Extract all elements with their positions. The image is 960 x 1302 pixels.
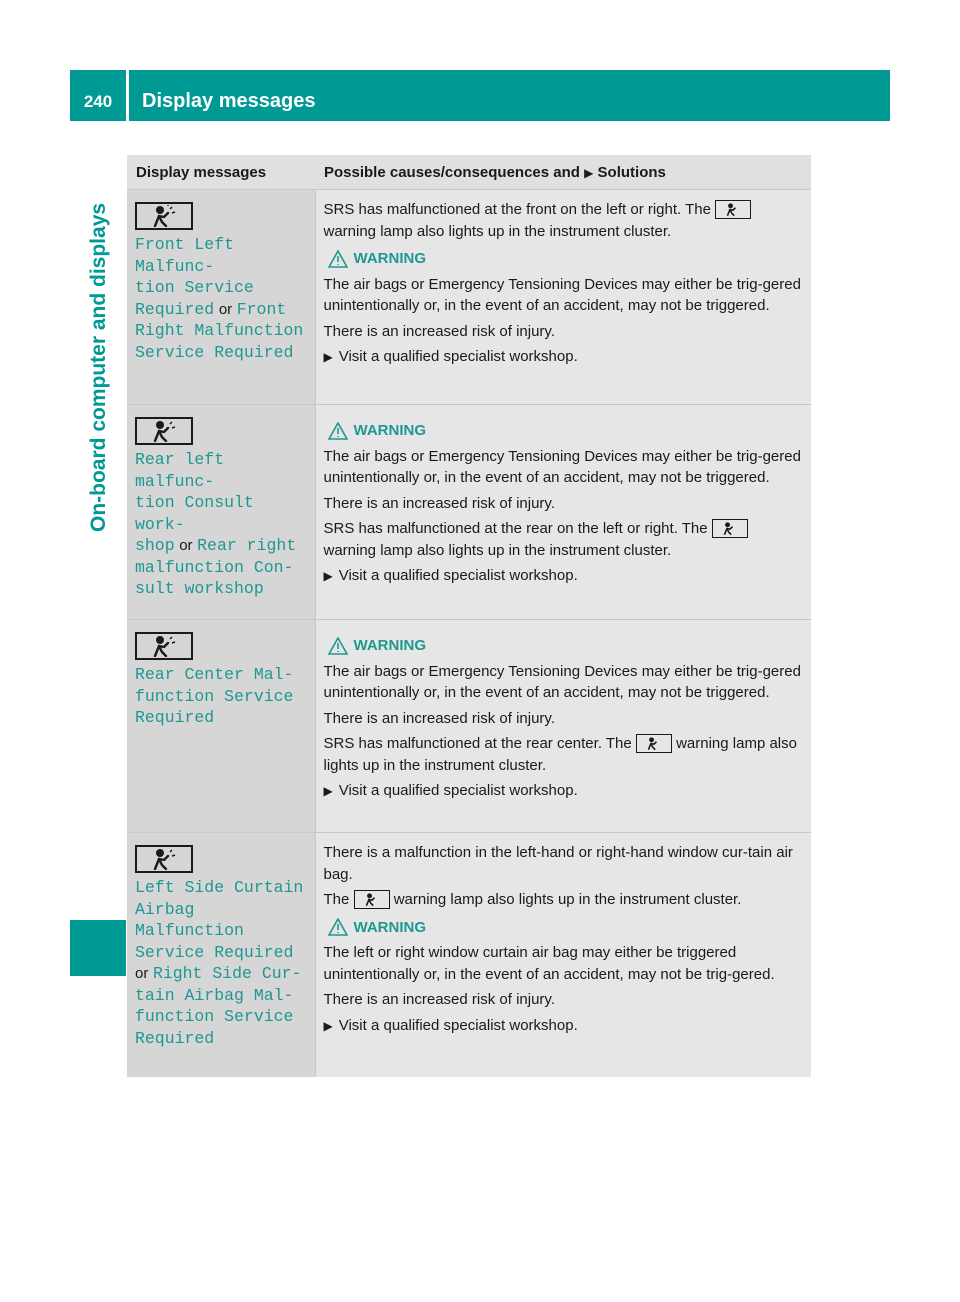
- warning-text: The air bags or Emergency Tensioning Devices may either be trig-gered unintentionally or, in the event of an accident, may not be triggered.: [323, 447, 801, 486]
- action-text: Visit a qualified specialist workshop.: [338, 1016, 578, 1034]
- warning-text: The air bags or Emergency Tensioning Devices may either be trig-gered unintentionally or, in the event of an accident, may not be triggered.: [323, 275, 801, 314]
- solution-cell: [315, 190, 811, 405]
- cause-paragraph: [324, 518, 804, 561]
- message-text: Left Side Curtain: [135, 878, 304, 897]
- message-text: Required: [135, 708, 215, 727]
- warning-heading: [324, 917, 804, 939]
- action-text: Visit a qualified specialist workshop.: [338, 567, 578, 584]
- side-section-label: [85, 172, 115, 872]
- solution-cell: [315, 620, 811, 833]
- cause-text: SRS has malfunctioned at the rear center. The: [323, 735, 632, 752]
- page-title: Display messages: [142, 90, 316, 112]
- table-row: [127, 620, 811, 833]
- warning-heading: [324, 420, 804, 442]
- cause-text: There is a malfunction in the left-hand or right-hand window cur-tain air bag.: [323, 844, 793, 883]
- message-text: Service Required: [135, 942, 294, 962]
- cause-text: warning lamp also lights up in the instrument cluster.: [323, 222, 672, 240]
- message-text: Rear right: [197, 536, 297, 555]
- warning-triangle-icon: [328, 250, 348, 268]
- table-header-row: [127, 155, 811, 190]
- warning-triangle-icon: [328, 918, 348, 936]
- action-arrow-icon: ▶: [323, 350, 333, 364]
- or-connector: or: [135, 965, 149, 982]
- action-item: [324, 565, 804, 588]
- warning-text: The left or right window curtain air bag may either be triggered unintentionally or, in the event of an accident, may not be trig-gered.: [323, 944, 775, 983]
- message-cell: [127, 620, 315, 833]
- message-text: Front Left Malfunc-: [135, 235, 235, 276]
- warning-triangle-icon: [328, 637, 348, 655]
- srs-airbag-icon: [354, 890, 390, 909]
- or-connector: or: [218, 300, 233, 318]
- srs-airbag-icon: [712, 519, 748, 538]
- srs-airbag-icon: [715, 200, 751, 219]
- cause-paragraph: [324, 199, 804, 242]
- warning-heading: [324, 635, 804, 657]
- header-divider: [126, 70, 129, 121]
- column-header-causes-text: Possible causes/consequences and: [324, 163, 580, 181]
- message-text: Right Side Cur-: [152, 964, 302, 983]
- message-text: function Service: [135, 686, 294, 706]
- action-item: [324, 1015, 804, 1038]
- table-row: [127, 405, 811, 620]
- action-arrow-icon: ▶: [584, 165, 594, 180]
- solution-cell: [315, 405, 811, 620]
- warning-label: WARNING: [353, 422, 426, 439]
- cause-text: SRS has malfunctioned at the rear on the left or right. The: [323, 520, 708, 537]
- message-text: Rear Center Mal-: [135, 665, 294, 684]
- message-text: Front: [236, 299, 287, 319]
- srs-airbag-icon: [135, 632, 193, 660]
- message-cell: [127, 405, 315, 620]
- srs-airbag-icon: [135, 417, 193, 445]
- action-arrow-icon: ▶: [323, 1018, 333, 1033]
- cause-paragraph: [324, 733, 804, 776]
- warning-label: WARNING: [353, 918, 426, 936]
- page-header: [70, 70, 890, 121]
- cause-text: warning lamp also lights up in the instrument cluster.: [393, 891, 742, 908]
- action-text: Visit a qualified specialist workshop.: [338, 348, 578, 365]
- risk-text: There is an increased risk of injury.: [323, 494, 555, 512]
- page-number: 240: [83, 92, 113, 111]
- action-arrow-icon: ▶: [323, 569, 333, 583]
- message-text: Required: [135, 1028, 215, 1048]
- cause-text: The: [323, 891, 350, 908]
- cause-paragraph: [324, 889, 804, 911]
- warning-label: WARNING: [353, 250, 426, 267]
- message-text: Rear left malfunc-: [135, 450, 225, 491]
- column-header-solutions-text: Solutions: [597, 163, 666, 181]
- cause-text: warning lamp also lights up in the instrument cluster.: [323, 541, 672, 559]
- cause-text: SRS has malfunctioned at the front on the left or right. The: [323, 201, 711, 218]
- message-text: Right Malfunction: [135, 321, 304, 340]
- action-item: [324, 346, 804, 369]
- table-row: [127, 190, 811, 405]
- message-text: tain Airbag Mal-: [135, 985, 294, 1005]
- message-text: Service Required: [135, 342, 294, 362]
- side-section-text: On-board computer and displays: [87, 202, 110, 532]
- message-text: function Service: [135, 1007, 294, 1026]
- table-row: [127, 833, 811, 1078]
- solution-cell: [315, 833, 811, 1078]
- message-text: tion Consult work-: [135, 493, 254, 534]
- srs-airbag-icon: [135, 845, 193, 873]
- risk-text: There is an increased risk of injury.: [323, 709, 555, 727]
- warning-triangle-icon: [328, 422, 348, 440]
- warning-heading: [324, 248, 804, 270]
- warning-label: WARNING: [353, 637, 426, 654]
- display-messages-table: [127, 155, 811, 1077]
- warning-text: The air bags or Emergency Tensioning Devices may either be trig-gered unintentionally or, in the event of an accident, may not be triggered.: [323, 662, 801, 701]
- message-text: Required: [135, 299, 215, 319]
- or-connector: or: [179, 537, 193, 554]
- message-cell: [127, 833, 315, 1078]
- message-cell: [127, 190, 315, 405]
- action-item: [324, 780, 804, 803]
- risk-text: There is an increased risk of injury.: [323, 991, 555, 1008]
- srs-airbag-icon: [636, 734, 672, 753]
- risk-text: There is an increased risk of injury.: [323, 322, 555, 340]
- cause-text: warning lamp also lights up in the instrument cluster.: [323, 735, 797, 774]
- message-text: Airbag Malfunction: [135, 899, 244, 940]
- message-text: shop: [135, 536, 175, 555]
- message-text: sult workshop: [135, 579, 264, 598]
- srs-airbag-icon: [135, 202, 193, 230]
- column-header-causes: [315, 155, 811, 190]
- action-text: Visit a qualified specialist workshop.: [338, 782, 578, 799]
- side-section-marker: [70, 920, 126, 976]
- message-text: tion Service: [135, 278, 254, 297]
- action-arrow-icon: ▶: [323, 784, 333, 798]
- column-header-messages: Display messages: [127, 155, 315, 190]
- message-text: malfunction Con-: [135, 557, 294, 577]
